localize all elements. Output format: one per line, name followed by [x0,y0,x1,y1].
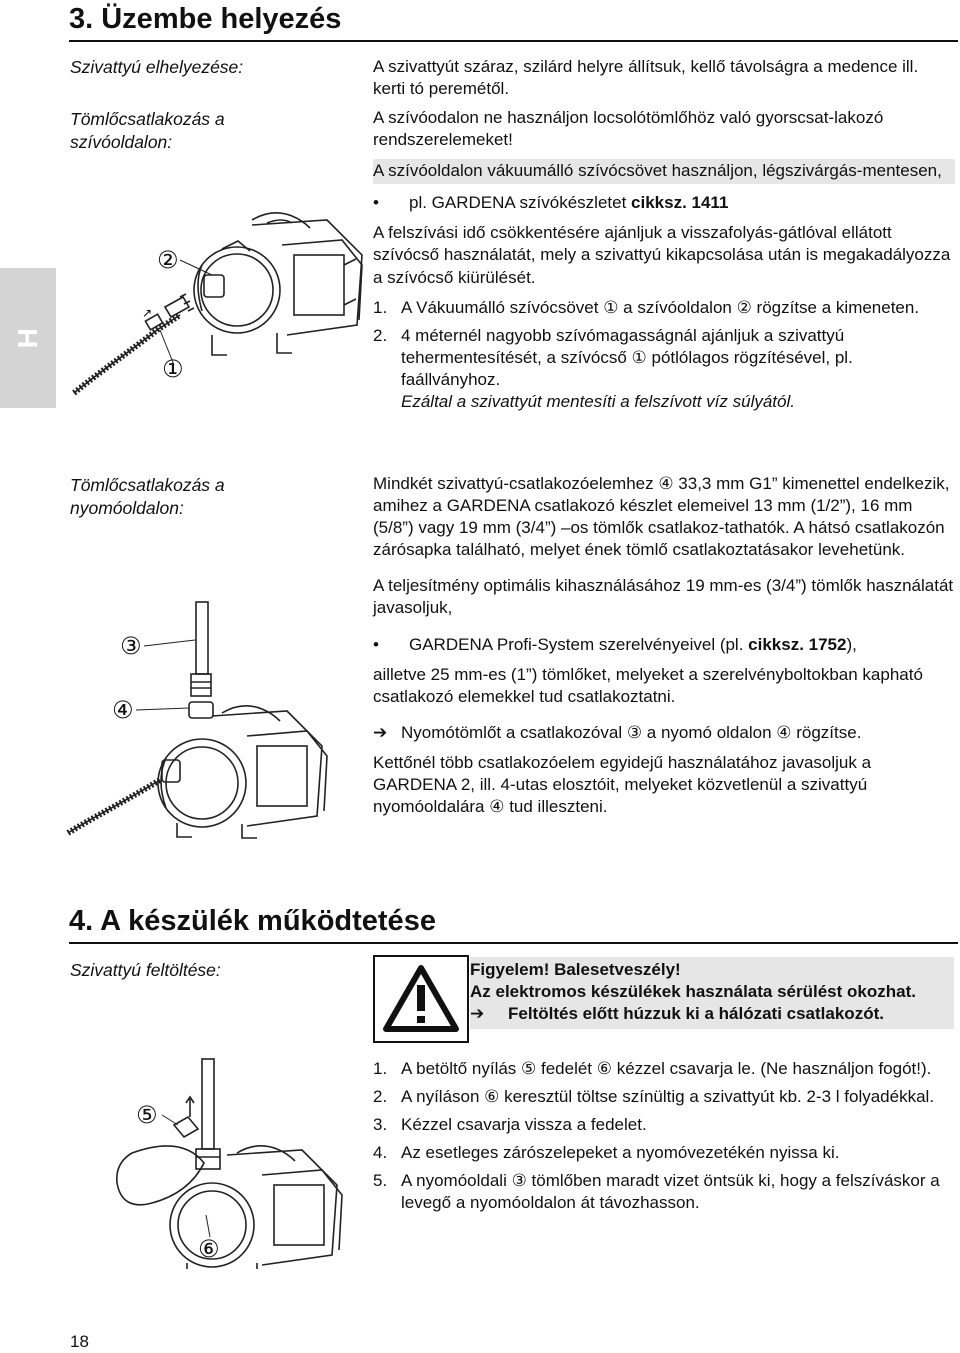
callout-1: ① [162,355,184,383]
callout-2: ② [157,246,179,274]
pressure-arrow-step [373,722,955,744]
language-tab-label: H [11,327,43,349]
suction-bullet-text: pl. GARDENA szívókészletet [409,193,632,213]
section-title-operation: 4. A készülék működtetése [69,905,436,937]
step-number: 2. [373,1087,388,1107]
bullet-dot: • [373,634,379,654]
suction-text-block [373,107,955,419]
label-pressure [70,474,225,520]
warning-line-2: Az elektromos készülékek használata sérülést okozhat. [470,982,916,1002]
page-number: 18 [70,1332,89,1351]
step-note: Ezáltal a szivattyút mentesíti a felszívott víz súlyától. [401,392,795,412]
pressure-recommendation: A teljesítmény optimális kihasználásához 19 mm-es (3/4”) tömlők használatát javasoljuk, [373,576,954,618]
step-number: 2. [373,325,388,345]
callout-5: ⑤ [136,1101,158,1129]
placement-text: A szivattyút száraz, szilárd helyre állítsuk, kellő távolságra a medence ill. kerti tó peremétől. [373,57,919,99]
pump-pressure-illustration [62,598,372,843]
suction-step-2 [373,325,955,413]
warning-arrow-text: Feltöltés előtt húzzuk ki a hálózati csatlakozót. [508,1004,884,1024]
suction-bullet-article: cikksz. 1411 [631,193,729,213]
warning-line-1: Figyelem! Balesetveszély! [470,960,681,979]
pressure-text-block [373,473,955,826]
filling-steps [373,1058,955,1221]
step-text: Kézzel csavarja vissza a fedelet. [401,1115,647,1135]
warning-box [373,955,469,1043]
filling-step [373,1086,955,1108]
pressure-alternative: ailletve 25 mm-es (1”) tömlőket, melyeket a szerelvényboltokban kapható csatlakozó elemekkel tud csatlakoztatni. [373,664,923,706]
callout-3: ③ [120,632,142,660]
pump-filling-illustration [62,1055,372,1270]
pressure-distributor: Kettőnél több csatlakozóelem egyidejű használatához javasoljuk a GARDENA 2, ill. 4-utas elosztóit, melyeket közvetlenül a szivattyú nyomóoldalára ④ tud illeszteni. [373,752,872,817]
suction-bullet [373,192,955,214]
warning-triangle-icon [383,965,459,1033]
pressure-bullet-end: ), [846,634,857,654]
callout-6: ⑥ [198,1235,220,1263]
arrow-icon: ➔ [373,722,388,742]
pressure-info: Mindkét szivattyú-csatlakozóelemhez ④ 33,3 mm G1” kimenettel endelkezik, amihez a GARDENA csatlakozó készlet elemeivel 13 mm (1/2”), 16 mm (5/8”) vagy 19 mm (3/4”) –os tömlők csatlakoz-tathatók. A hátsó csatlakozón zárósapka található, melyet ének tömlő csatlakoztatásakor levehetünk. [373,474,950,560]
language-tab [0,268,56,408]
section-divider [69,942,958,944]
label-pressure-line1: Tömlőcsatlakozás a [70,475,225,495]
suction-recommendation: A szívóoldalon vákuumálló szívócsövet használjon, légszivárgás-mentesen, [373,159,955,184]
label-suction-line1: Tömlőcsatlakozás a [70,109,225,129]
suction-step-1 [373,297,955,319]
step-text: A nyíláson ⑥ keresztül töltse színültig a szivattyút kb. 2-3 l folyadékkal. [401,1087,935,1107]
label-pressure-line2: nyomóoldalon: [70,498,184,519]
pressure-bullet-article: cikksz. 1752 [748,634,847,654]
step-text: A Vákuumálló szívócsövet ① a szívóoldalon ② rögzítse a kimeneten. [401,297,920,317]
step-text: A nyomóoldali ③ tömlőben maradt vizet öntsük ki, hogy a felszíváskor a levegő a nyomóoldalon át távozhasson. [401,1171,940,1213]
filling-step [373,1114,955,1136]
label-suction-line2: szívóoldalon: [70,132,173,153]
step-number: 1. [373,297,388,317]
section-divider [69,40,958,42]
step-text: A betöltő nyílás ⑤ fedelét ⑥ kézzel csavarja le. (Ne használjon fogót!). [401,1059,932,1078]
suction-warning: A szívóodalon ne használjon locsolótömlőhöz való gyorscsat-lakozó rendszerelemeket! [373,108,884,150]
warning-arrow [470,1003,954,1025]
pump-suction-illustration [62,205,372,400]
step-text: 4 méternél nagyobb szívómagasságnál ajánljuk a szivattyú tehermentesítését, a szívócső ① pótlólagos rögzítésével, pl. faállványhoz. [401,325,853,389]
step-number: 3. [373,1115,388,1135]
label-placement: Szivattyú elhelyezése: [70,57,244,77]
step-text: Az esetleges zárószelepeket a nyomóvezetékén nyissa ki. [401,1143,840,1163]
bullet-dot: • [373,193,379,213]
pressure-bullet [373,634,955,656]
pressure-bullet-text: GARDENA Profi-System szerelvényeivel (pl. [409,634,749,654]
label-filling: Szivattyú feltöltése: [70,960,221,980]
filling-step [373,1170,955,1214]
placement-text-block [373,56,955,108]
arrow-icon: ➔ [470,1004,485,1024]
filling-step [373,1142,955,1164]
warning-text [470,957,954,1029]
svg-text:↗: ↗ [142,306,153,320]
suction-info: A felszívási idő csökkentésére ajánljuk a visszafolyás-gátlóval ellátott szívócső használatát, mely a szivattyú kikapcsolása után is megakadályozza a szívócső kiürülését. [373,223,951,287]
pressure-arrow-text: Nyomótömlőt a csatlakozóval ③ a nyomó oldalon ④ rögzítse. [401,722,862,742]
filling-step [373,1058,955,1080]
step-number: 1. [373,1059,388,1078]
section-title: 3. Üzembe helyezés [69,3,342,35]
step-number: 5. [373,1171,388,1191]
callout-4: ④ [112,696,134,724]
label-suction [70,108,225,154]
step-number: 4. [373,1143,388,1163]
